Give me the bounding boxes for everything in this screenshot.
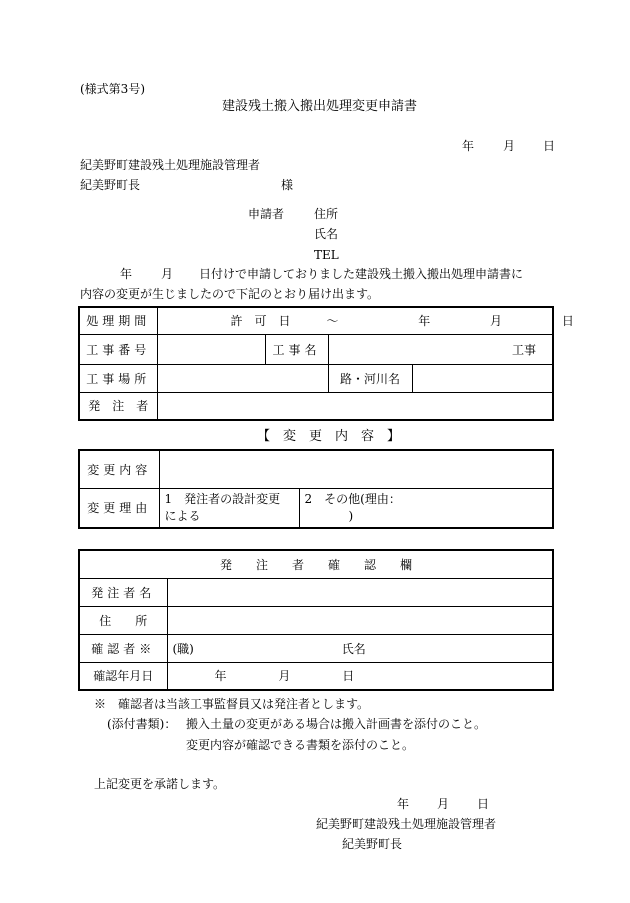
confirmer-label: 確認者※ — [79, 634, 167, 662]
attachments-label: (添付書類)： — [107, 717, 177, 731]
reason-1-line2: による — [164, 508, 201, 523]
orderer-value[interactable] — [157, 392, 553, 420]
main-info-table — [78, 306, 574, 421]
change-table — [78, 449, 554, 529]
intro-line1: 日付けで申請しておりました建設残土搬入搬出処理申請書に — [199, 267, 524, 281]
addressee-line1: 紀美野町建設残土処理施設管理者 — [80, 158, 261, 172]
attachment-2: 変更内容が確認できる書類を添付のこと。 — [186, 738, 415, 752]
confirmer-value[interactable] — [167, 634, 553, 662]
approval-text: 上記変更を承諾します。 — [94, 777, 226, 791]
road-river-value[interactable] — [412, 364, 553, 392]
orderer-label: 発 注 者 — [79, 392, 157, 420]
period-value[interactable] — [157, 307, 574, 334]
site-label: 工事場所 — [79, 364, 157, 392]
reason-2-line1: 2 その他(理由： — [304, 491, 401, 506]
work-number-label: 工事番号 — [79, 334, 157, 364]
confirmer-position: (職) — [172, 641, 194, 656]
intro-month: 月 — [161, 267, 174, 281]
confirm-month: 月 — [278, 669, 291, 684]
confirm-address-value[interactable] — [167, 606, 553, 634]
work-name-value[interactable] — [328, 334, 553, 364]
applicant-label: 申請者 — [248, 207, 285, 221]
intro-year: 年 — [120, 267, 133, 281]
work-number-value[interactable] — [157, 334, 265, 364]
site-value[interactable] — [157, 364, 328, 392]
work-suffix: 工事 — [512, 342, 537, 357]
approval-signer-2: 紀美野町長 — [342, 837, 403, 851]
change-heading: 【 変 更 内 容 】 — [257, 429, 401, 444]
applicant-address-label: 住所 — [314, 207, 339, 221]
applicant-tel-label: TEL — [314, 248, 339, 262]
confirm-address-label: 住 所 — [79, 606, 167, 634]
reason-option-1[interactable] — [159, 488, 299, 528]
change-reason-label: 変更理由 — [79, 488, 159, 528]
road-river-label: 路・河川名 — [328, 364, 412, 392]
attachment-1: 搬入土量の変更がある場合は搬入計画書を添付のこと。 — [186, 717, 487, 731]
date-day-label: 日 — [543, 139, 556, 153]
work-name-label: 工事名 — [265, 334, 328, 364]
period-month: 月 — [490, 314, 503, 329]
orderer-name-label: 発注者名 — [79, 578, 167, 606]
approval-day: 日 — [477, 797, 490, 811]
reason-2-line2: ) — [348, 508, 354, 523]
document-title: 建設残土搬入搬出処理変更申請書 — [222, 99, 418, 114]
confirm-day: 日 — [342, 669, 355, 684]
note-confirmer: ※ 確認者は当該工事監督員又は発注者とします。 — [94, 697, 370, 711]
confirm-table — [78, 549, 554, 691]
confirmer-name-label: 氏名 — [341, 641, 366, 656]
permit-day-label: 許 可 日 — [230, 314, 291, 329]
addressee-line2: 紀美野町長 — [80, 178, 141, 192]
period-day: 日 — [561, 314, 574, 329]
reason-1-line1: 1 発注者の設計変更 — [164, 491, 281, 506]
confirm-year: 年 — [214, 669, 227, 684]
applicant-name-label: 氏名 — [314, 227, 339, 241]
period-label: 処理期間 — [79, 307, 157, 334]
tilde-mark: ～ — [326, 314, 339, 329]
date-year-label: 年 — [462, 139, 475, 153]
approval-month: 月 — [437, 797, 450, 811]
confirm-heading: 発 注 者 確 認 欄 — [79, 550, 553, 578]
confirm-date-value[interactable] — [167, 662, 553, 690]
date-month-label: 月 — [503, 139, 516, 153]
period-year: 年 — [418, 314, 431, 329]
form-number: (様式第3号) — [80, 82, 145, 96]
approval-signer-1: 紀美野町建設残土処理施設管理者 — [316, 817, 497, 831]
intro-line2: 内容の変更が生じましたので下記のとおり届け出ます。 — [80, 287, 380, 301]
confirm-date-label: 確認年月日 — [79, 662, 167, 690]
approval-year: 年 — [397, 797, 410, 811]
reason-option-2[interactable] — [299, 488, 553, 528]
change-content-label: 変更内容 — [79, 450, 159, 488]
addressee-honorific: 様 — [281, 178, 294, 192]
orderer-name-value[interactable] — [167, 578, 553, 606]
change-content-value[interactable] — [159, 450, 553, 488]
